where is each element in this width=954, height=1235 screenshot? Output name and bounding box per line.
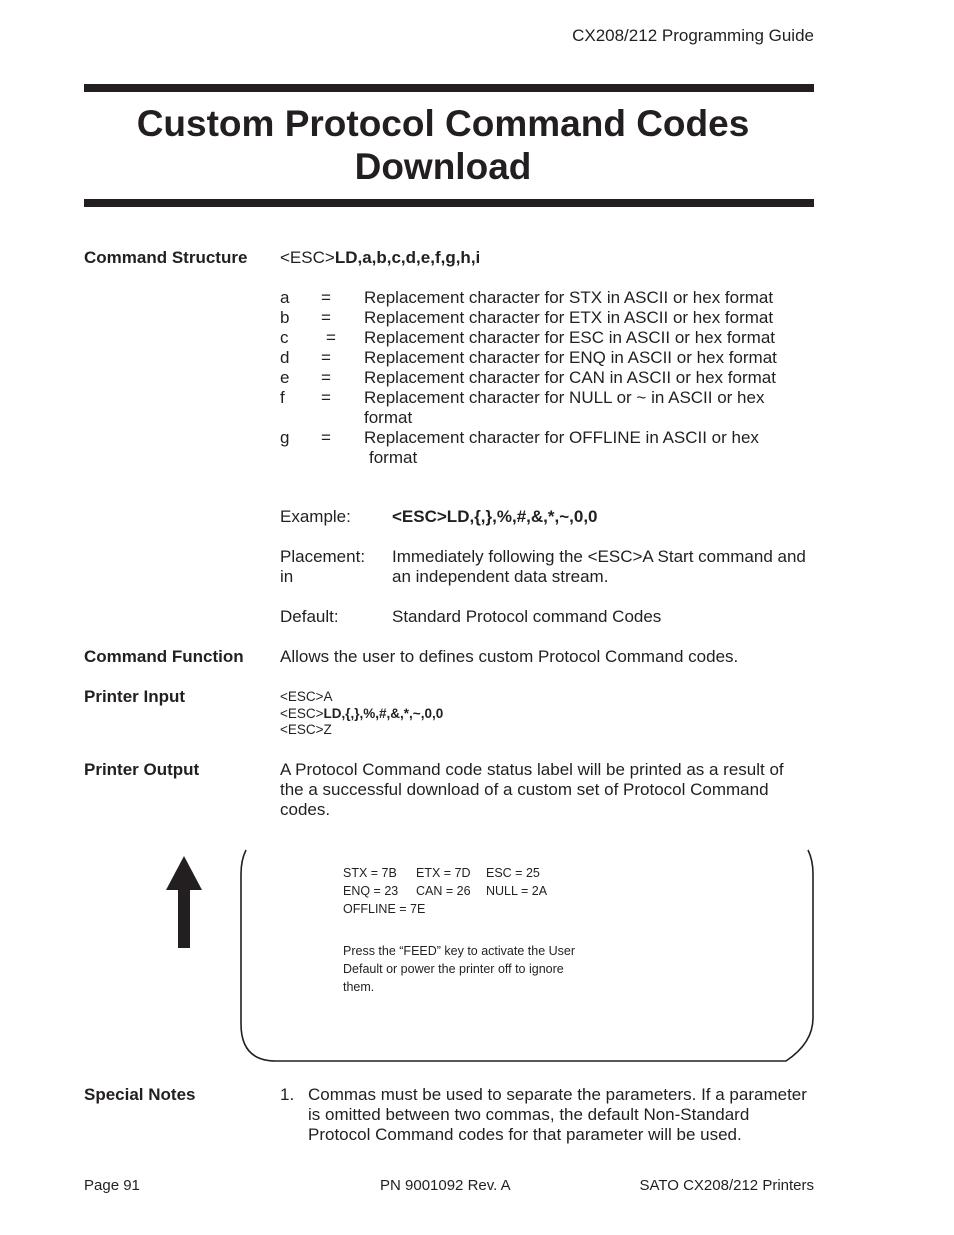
footer-page-number: Page 91 <box>84 1177 140 1194</box>
label-message-line: them. <box>343 980 375 994</box>
command-structure-label: Command Structure <box>84 248 248 267</box>
feed-direction-arrow-icon <box>164 854 204 950</box>
printer-input-label: Printer Input <box>84 687 186 706</box>
footer-brand: SATO CX208/212 Printers <box>639 1177 814 1194</box>
printer-input-code-bold: LD,{,},%,#,&,*,~,0,0 <box>323 705 444 721</box>
param-equals: = <box>321 288 331 307</box>
label-row <box>343 882 623 900</box>
note-text <box>308 1085 818 1145</box>
label-value: NULL = 2A <box>486 884 548 898</box>
param-equals: = <box>321 388 331 407</box>
param-description: Replacement character for STX in ASCII or hex format <box>364 288 774 307</box>
param-letter: c <box>280 328 289 347</box>
printer-input-esc: <ESC> <box>280 705 324 721</box>
printer-input-code <box>280 689 443 739</box>
running-header: CX208/212 Programming Guide <box>572 26 814 45</box>
command-function-text: Allows the user to defines custom Protocol Command codes. <box>280 647 739 666</box>
label-value: CAN = 26 <box>416 884 471 898</box>
placement-value <box>392 547 817 587</box>
special-notes-label: Special Notes <box>84 1085 196 1104</box>
printer-output-line: the a successful download of a custom set of Protocol Command <box>280 780 769 799</box>
param-description: Replacement character for ETX in ASCII or hex format <box>364 308 774 327</box>
param-description: Replacement character for ENQ in ASCII or hex format <box>364 348 777 367</box>
example-value: <ESC>LD,{,},%,#,&,*,~,0,0 <box>392 507 598 526</box>
label-message-line: Press the “FEED” key to activate the User <box>343 944 576 958</box>
label-value: ENQ = 23 <box>343 884 399 898</box>
title-rule-bottom <box>84 199 814 207</box>
printer-input-line <box>280 706 443 723</box>
printer-output-label: Printer Output <box>84 760 200 779</box>
param-letter: g <box>280 428 290 447</box>
command-function-label: Command Function <box>84 647 244 666</box>
label-value: ESC = 25 <box>486 866 540 880</box>
param-equals: = <box>321 308 331 327</box>
param-description <box>364 428 804 468</box>
param-letter: b <box>280 308 290 327</box>
param-letter: d <box>280 348 290 367</box>
placement-label <box>280 547 365 587</box>
param-letter: e <box>280 368 290 387</box>
printer-input-line: <ESC>Z <box>280 722 332 737</box>
label-message-line: Default or power the printer off to ignore <box>343 962 564 976</box>
note-line: Protocol Command codes for that parameter will be used. <box>308 1125 742 1144</box>
label-value: ETX = 7D <box>416 866 471 880</box>
status-label-sample <box>343 864 623 996</box>
page-title-line1: Custom Protocol Command Codes <box>136 103 750 144</box>
note-line: Commas must be used to separate the parameters. If a parameter <box>308 1085 807 1104</box>
param-description-line: Replacement character for NULL or ~ in ASCII or hex <box>364 388 765 407</box>
param-equals: = <box>326 328 336 347</box>
title-rule-top <box>84 84 814 92</box>
default-label: Default: <box>280 607 339 626</box>
param-description-line: format <box>369 448 418 467</box>
printer-output-text <box>280 760 810 820</box>
param-letter: a <box>280 288 290 307</box>
label-row <box>343 864 623 882</box>
page-title-line2: Download <box>354 146 532 187</box>
label-row: OFFLINE = 7E <box>343 902 426 916</box>
param-description: Replacement character for ESC in ASCII or hex format <box>364 328 776 347</box>
label-value: STX = 7B <box>343 866 397 880</box>
param-description-line: format <box>364 408 413 427</box>
param-description <box>364 388 804 428</box>
note-line: is omitted between two commas, the default Non-Standard <box>308 1105 750 1124</box>
param-description-line: Replacement character for OFFLINE in ASCII or hex <box>364 428 759 447</box>
default-value: Standard Protocol command Codes <box>392 607 662 626</box>
printer-input-line: <ESC>A <box>280 689 333 704</box>
page-title <box>84 102 802 188</box>
param-equals: = <box>321 348 331 367</box>
placement-label-line: Placement: <box>280 547 366 566</box>
command-structure-syntax <box>280 248 480 268</box>
printer-output-line: codes. <box>280 800 331 819</box>
syntax-esc: <ESC> <box>280 248 335 267</box>
placement-value-line: Immediately following the <ESC>A Start command and <box>392 547 806 566</box>
param-letter: f <box>280 388 285 407</box>
placement-value-line: an independent data stream. <box>392 567 609 586</box>
note-number: 1. <box>280 1085 295 1104</box>
param-description: Replacement character for CAN in ASCII or hex format <box>364 368 776 387</box>
param-equals: = <box>321 428 331 447</box>
syntax-code: LD,a,b,c,d,e,f,g,h,i <box>334 248 481 267</box>
param-equals: = <box>321 368 331 387</box>
footer-part-number: PN 9001092 Rev. A <box>380 1177 511 1194</box>
placement-label-line: in <box>280 567 294 586</box>
printer-output-line: A Protocol Command code status label will be printed as a result of <box>280 760 784 779</box>
example-label: Example: <box>280 507 351 526</box>
